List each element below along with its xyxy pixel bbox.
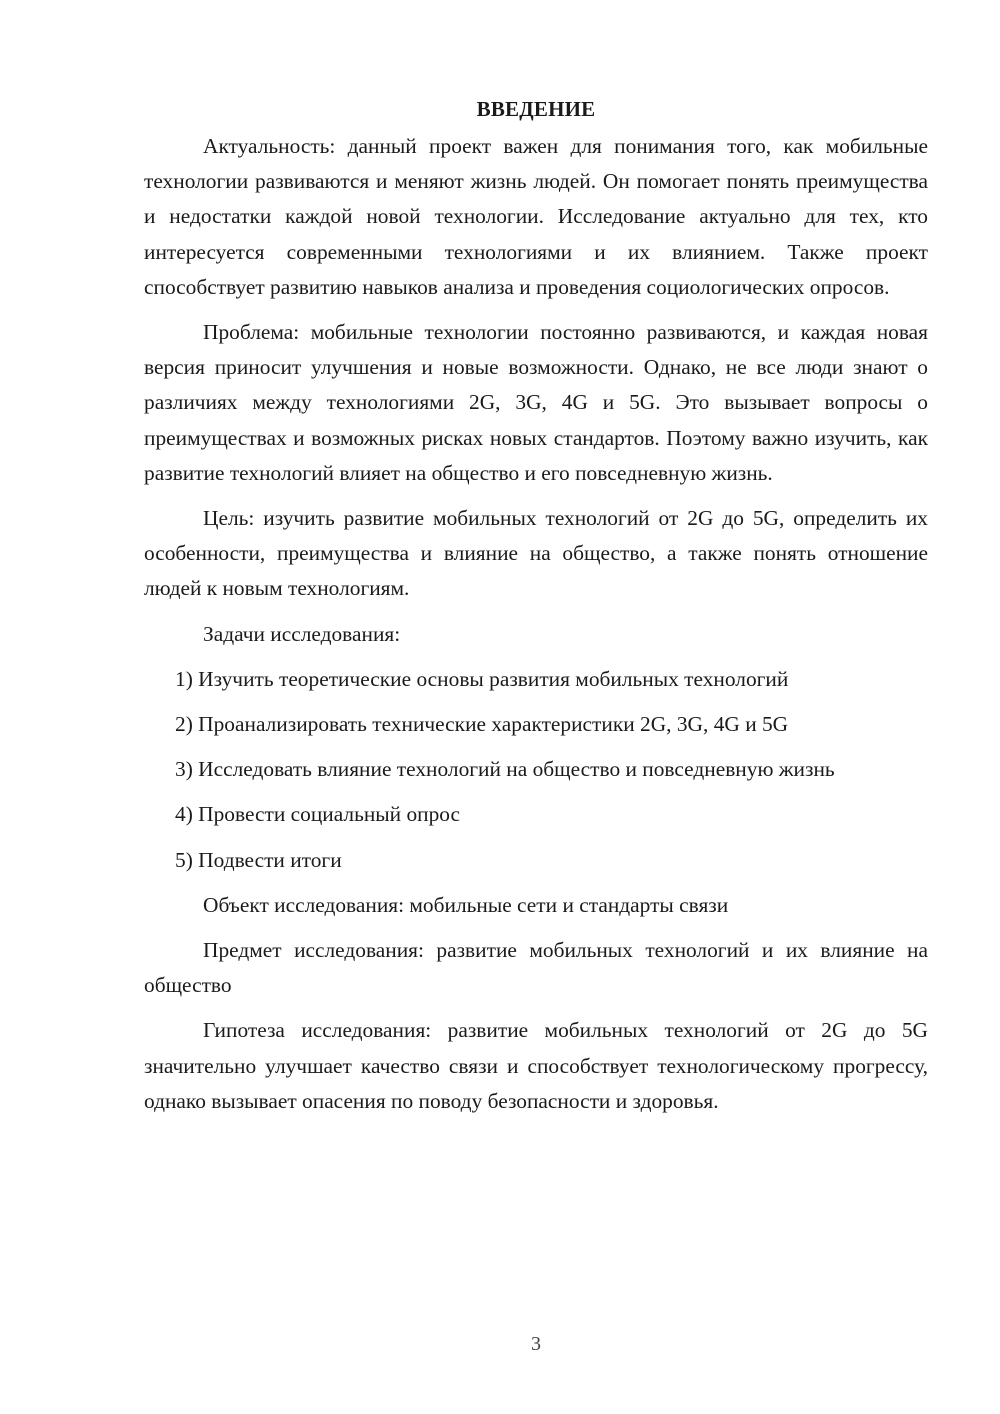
task-item: 1) Изучить теоретические основы развития мобильных технологий (175, 666, 789, 691)
relevance-paragraph: Актуальность: данный проект важен для понимания того, как мобильные технологии развиваются и меняют жизнь людей. Он помогает понять преимущества и недостатки каждой новой технологии. Исследование актуально для тех, кто интересуется современными технологиями и их влиянием. Также проект способствует развитию навыков анализа и проведения социологических опросов. (144, 134, 928, 299)
page-number: 3 (531, 1333, 541, 1355)
task-item: 4) Провести социальный опрос (175, 802, 461, 827)
document-page (144, 92, 928, 1129)
page-title: ВВЕДЕНИЕ (476, 97, 596, 121)
tasks-title: Задачи исследования: (203, 621, 401, 646)
task-item: 5) Подвести итоги (175, 847, 342, 872)
task-item: 2) Проанализировать технические характеристики 2G, 3G, 4G и 5G (175, 712, 789, 737)
problem-paragraph: Проблема: мобильные технологии постоянно развиваются, и каждая новая версия приносит улучшения и новые возможности. Однако, не все люди знают о различиях между технологиями 2G, 3G, 4G и 5G. Это вызывает вопросы о преимуществах и возможных рисках новых стандартов. Поэтому важно изучить, как развитие технологий влияет на общество и его повседневную жизнь. (144, 320, 928, 485)
subject-paragraph: Предмет исследования: развитие мобильных технологий и их влияние на общество (144, 938, 928, 998)
goal-paragraph: Цель: изучить развитие мобильных технологий от 2G до 5G, определить их особенности, преимущества и влияние на общество, а также понять отношение людей к новым технологиям. (144, 506, 928, 601)
hypothesis-paragraph: Гипотеза исследования: развитие мобильных технологий от 2G до 5G значительно улучшает качество связи и способствует технологическому прогрессу, однако вызывает опасения по поводу безопасности и здоровья. (144, 1018, 928, 1113)
task-item: 3) Исследовать влияние технологий на общество и повседневную жизнь (175, 757, 835, 782)
object-paragraph: Объект исследования: мобильные сети и стандарты связи (203, 892, 729, 917)
